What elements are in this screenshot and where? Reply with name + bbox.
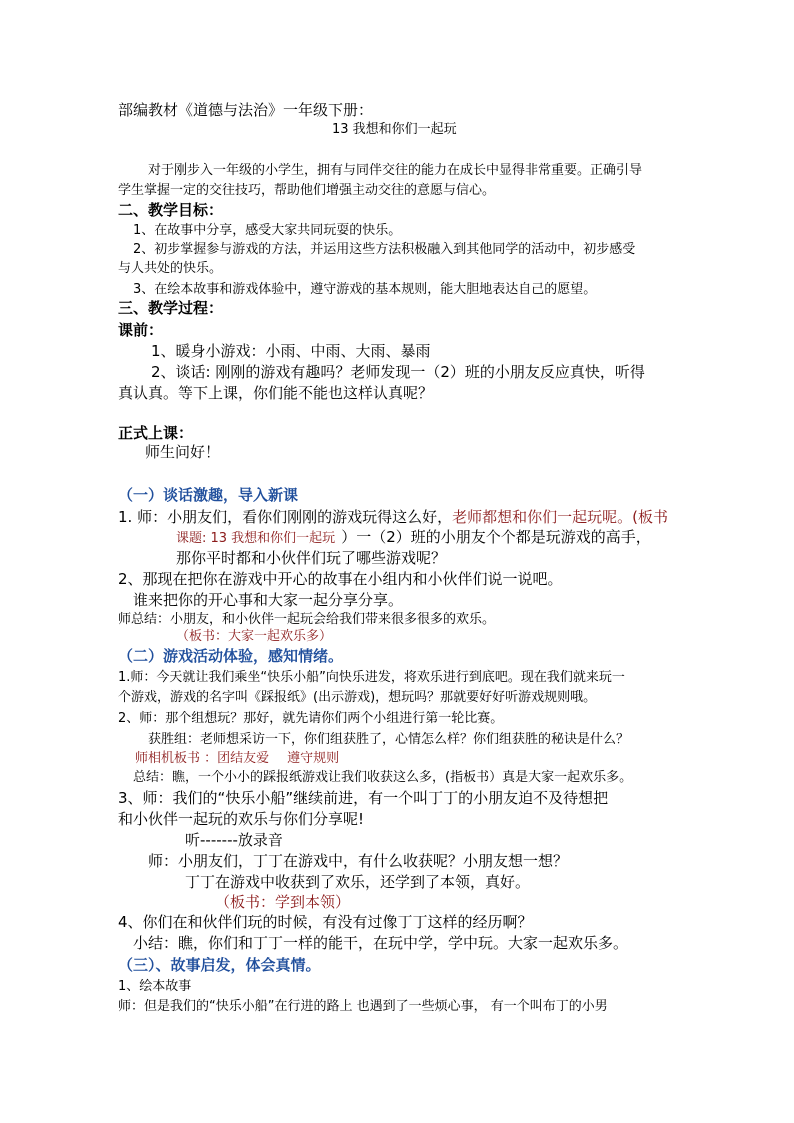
s1-line-5: 谁来把你的开心事和大家一起分享分享。 — [133, 591, 404, 609]
s1-line-2 — [176, 528, 651, 548]
s2-line-10: 师：小朋友们，丁丁在游戏中，有什么收获呢？小朋友想一想？ — [148, 852, 569, 870]
s2-line-1: 1.师：今天就让我们乘坐“快乐小船”向快乐进发，将欢乐进行到底吧。现在我们就来玩一 — [118, 670, 625, 685]
s2-line-2: 个游戏，游戏的名字叫《踩报纸》(出示游戏)，想玩吗？那就要好好听游戏规则哦。 — [118, 690, 597, 705]
goals-heading: 二、教学目标： — [118, 201, 224, 219]
before-item-2-cont: 真认真。等下上课，你们能不能也这样认真呢？ — [118, 384, 434, 402]
section2-heading: （二）游戏活动体验，感知情绪。 — [118, 647, 344, 665]
before-item-1: 1、暖身小游戏：小雨、中雨、大雨、暴雨 — [151, 342, 431, 360]
s2-line-13: 4、你们在和伙伴们玩的时候，有没有过像丁丁这样的经历啊？ — [118, 913, 533, 931]
formal-class-label: 正式上课： — [118, 424, 194, 442]
before-class-label: 课前： — [118, 321, 164, 339]
s2-line-14: 小结：瞧，你们和丁丁一样的能干，在玩中学，学中玩。大家一起欢乐多。 — [133, 934, 629, 952]
s2-line-4: 获胜组：老师想采访一下，你们组获胜了，心情怎么样？你们组获胜的秘诀是什么？ — [148, 732, 630, 747]
s2-line-8: 和小伙伴一起玩的欢乐与你们分享呢! — [118, 810, 365, 828]
s1-line-3: 那你平时都和小伙伴们玩了哪些游戏呢？ — [176, 549, 447, 567]
s1-line-2-text: ）一（2）班的小朋友个个都是玩游戏的高手， — [341, 528, 651, 546]
s1-line-6: 师总结：小朋友，和小伙伴一起玩会给我们带来很多很多的欢乐。 — [118, 612, 496, 627]
goal-1: 1、在故事中分享，感受大家共同玩耍的快乐。 — [133, 223, 402, 238]
section1-heading: （一）谈话激趣，导入新课 — [118, 486, 299, 504]
greeting: 师生问好！ — [145, 443, 221, 461]
s2-board-note-a: 师相机板书 ：团结友爱 — [135, 751, 270, 766]
s1-line-2-red: 课题: 13 我想和你们一起玩 — [176, 531, 336, 546]
s3-line-1: 1、绘本故事 — [118, 979, 192, 994]
intro-line-1: 对于刚步入一年级的小学生，拥有与同伴交往的能力在成长中显得非常重要。正确引导 — [148, 163, 643, 178]
s1-line-4: 2、那现在把你在游戏中开心的故事在小组内和小伙伴们说一说吧。 — [118, 570, 563, 588]
doc-title: 部编教材《道德与法治》一年级下册： — [118, 101, 374, 119]
s2-line-6: 总结：瞧，一个小小的踩报纸游戏让我们收获这么多，(指板书）真是大家一起欢乐多。 — [133, 770, 633, 785]
s2-line-7: 3、师：我们的“快乐小船”继续前进，有一个叫丁丁的小朋友迫不及待想把 — [118, 789, 609, 807]
s2-line-9: 听-------放录音 — [185, 831, 283, 849]
doc-subtitle: 13 我想和你们一起玩 — [332, 122, 457, 137]
s2-board-note — [135, 750, 339, 768]
s1-board-note: （板书：大家一起欢乐多） — [176, 629, 333, 644]
s3-line-2: 师：但是我们的“快乐小船”在行进的路上 也遇到了一些烦心事， 有一个叫布丁的小男 — [118, 999, 608, 1014]
goal-2: 2、初步掌握参与游戏的方法，并运用这些方法积极融入到其他同学的活动中，初步感受 — [133, 242, 636, 257]
s2-line-11: 丁丁在游戏中收获到了欢乐，还学到了本领，真好。 — [185, 873, 531, 891]
intro-line-2: 学生掌握一定的交往技巧，帮助他们增强主动交往的意愿与信心。 — [118, 183, 496, 198]
s2-line-3: 2、师：那个组想玩？那好，就先请你们两个小组进行第一轮比赛。 — [118, 711, 504, 726]
s1-line-1-text: 1. 师：小朋友们，看你们刚刚的游戏玩得这么好， — [118, 508, 453, 526]
s2-board-note-b: 遵守规则 — [287, 751, 340, 766]
section3-heading: （三）、故事启发，体会真情。 — [118, 956, 321, 974]
s2-board-note-2: （板书：学到本领） — [215, 893, 351, 911]
goal-3: 3、在绘本故事和游戏体验中，遵守游戏的基本规则，能大胆地表达自己的愿望。 — [133, 282, 597, 297]
before-item-2: 2、谈话: 刚刚的游戏有趣吗？老师发现一（2）班的小朋友反应真快，听得 — [151, 363, 645, 381]
s1-line-1-red: 老师都想和你们一起玩呢。(板书 — [452, 508, 668, 526]
goal-2-cont: 与人共处的快乐。 — [118, 261, 223, 276]
process-heading: 三、教学过程： — [118, 299, 224, 317]
s1-line-1 — [118, 508, 668, 526]
